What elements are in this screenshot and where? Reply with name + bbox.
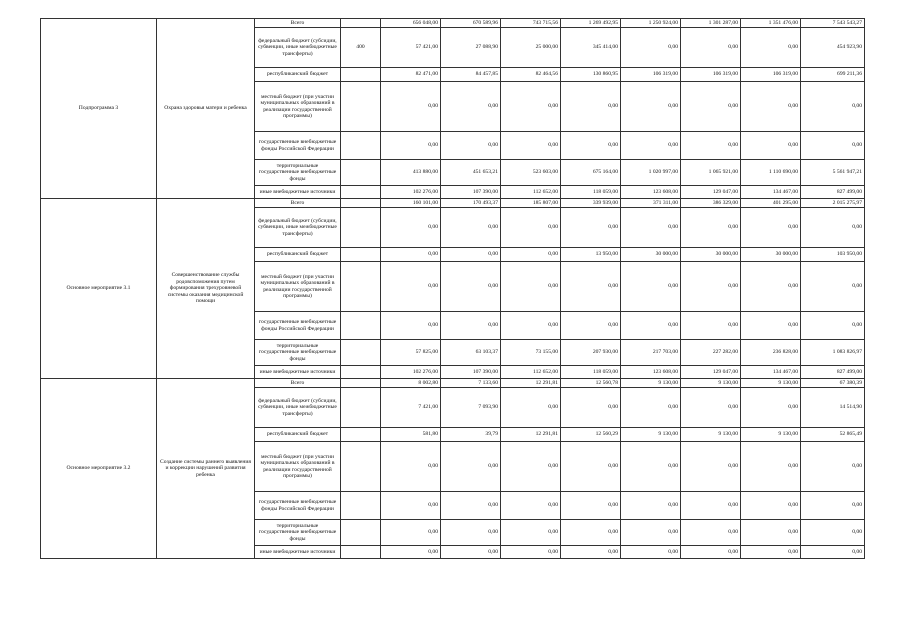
year-value: 451 653,21 bbox=[441, 160, 501, 186]
year-value: 227 282,00 bbox=[681, 340, 741, 366]
budget-code bbox=[341, 208, 381, 248]
funding-source: республиканский бюджет bbox=[255, 428, 341, 442]
funding-source: федеральный бюджет (субсидии, субвенции, иные межбюджетные трансферты) bbox=[255, 28, 341, 68]
year-value: 170 493,37 bbox=[441, 199, 501, 208]
year-value: 30 000,00 bbox=[621, 248, 681, 262]
year-value: 84 457,85 bbox=[441, 68, 501, 82]
year-value: 0,00 bbox=[681, 208, 741, 248]
year-value: 0,00 bbox=[621, 208, 681, 248]
year-value: 25 000,00 bbox=[501, 28, 561, 68]
year-value: 0,00 bbox=[441, 132, 501, 160]
total-value: 14 514,90 bbox=[801, 388, 865, 428]
year-value: 0,00 bbox=[741, 312, 801, 340]
year-value: 413 880,00 bbox=[381, 160, 441, 186]
year-value: 0,00 bbox=[381, 520, 441, 546]
year-value: 0,00 bbox=[441, 546, 501, 559]
year-value: 0,00 bbox=[381, 312, 441, 340]
year-value: 9 130,00 bbox=[741, 379, 801, 388]
funding-source: государственные внебюджетные фонды Российской Федерации bbox=[255, 492, 341, 520]
year-value: 0,00 bbox=[501, 442, 561, 492]
year-value: 217 703,00 bbox=[621, 340, 681, 366]
year-value: 134 467,00 bbox=[741, 186, 801, 199]
budget-code bbox=[341, 186, 381, 199]
year-value: 0,00 bbox=[621, 492, 681, 520]
section-title: Совершенствование службы родовспоможения путем формирования трехуровневой системы оказания медицинской помощи bbox=[157, 199, 255, 379]
year-value: 0,00 bbox=[621, 388, 681, 428]
total-value: 0,00 bbox=[801, 492, 865, 520]
budget-code bbox=[341, 428, 381, 442]
year-value: 12 560,78 bbox=[561, 379, 621, 388]
year-value: 0,00 bbox=[681, 262, 741, 312]
year-value: 185 807,00 bbox=[501, 199, 561, 208]
year-value: 0,00 bbox=[501, 492, 561, 520]
year-value: 0,00 bbox=[561, 492, 621, 520]
year-value: 106 319,00 bbox=[681, 68, 741, 82]
year-value: 0,00 bbox=[681, 442, 741, 492]
year-value: 0,00 bbox=[681, 82, 741, 132]
total-value: 67 380,39 bbox=[801, 379, 865, 388]
year-value: 0,00 bbox=[501, 520, 561, 546]
year-value: 7 421,00 bbox=[381, 388, 441, 428]
block-2-total-row bbox=[41, 199, 865, 208]
year-value: 0,00 bbox=[381, 208, 441, 248]
budget-code bbox=[341, 388, 381, 428]
year-value: 743 715,56 bbox=[501, 19, 561, 28]
year-value: 9 130,00 bbox=[741, 428, 801, 442]
year-value: 401 295,00 bbox=[741, 199, 801, 208]
budget-code bbox=[341, 379, 381, 388]
year-value: 0,00 bbox=[381, 492, 441, 520]
year-value: 0,00 bbox=[741, 262, 801, 312]
year-value: 73 155,00 bbox=[501, 340, 561, 366]
year-value: 0,00 bbox=[621, 262, 681, 312]
year-value: 0,00 bbox=[681, 520, 741, 546]
year-value: 0,00 bbox=[441, 248, 501, 262]
total-value: 454 923,90 bbox=[801, 28, 865, 68]
total-value: 0,00 bbox=[801, 312, 865, 340]
budget-code bbox=[341, 340, 381, 366]
year-value: 129 047,00 bbox=[681, 186, 741, 199]
funding-source: республиканский бюджет bbox=[255, 68, 341, 82]
block-3-total-row bbox=[41, 379, 865, 388]
funding-source: государственные внебюджетные фонды Российской Федерации bbox=[255, 312, 341, 340]
year-value: 0,00 bbox=[561, 312, 621, 340]
year-value: 0,00 bbox=[501, 82, 561, 132]
total-value: 0,00 bbox=[801, 546, 865, 559]
year-value: 0,00 bbox=[621, 520, 681, 546]
year-value: 0,00 bbox=[501, 312, 561, 340]
funding-source: Всего bbox=[255, 199, 341, 208]
year-value: 1 110 690,00 bbox=[741, 160, 801, 186]
year-value: 0,00 bbox=[621, 312, 681, 340]
year-value: 0,00 bbox=[741, 388, 801, 428]
total-value: 103 950,00 bbox=[801, 248, 865, 262]
year-value: 345 414,00 bbox=[561, 28, 621, 68]
year-value: 107 390,00 bbox=[441, 186, 501, 199]
year-value: 13 950,00 bbox=[561, 248, 621, 262]
total-value: 0,00 bbox=[801, 82, 865, 132]
year-value: 0,00 bbox=[621, 132, 681, 160]
year-value: 1 250 924,00 bbox=[621, 19, 681, 28]
year-value: 0,00 bbox=[501, 208, 561, 248]
budget-code bbox=[341, 366, 381, 379]
section-name: Основное мероприятие 3.2 bbox=[41, 379, 157, 559]
funding-source: государственные внебюджетные фонды Российской Федерации bbox=[255, 132, 341, 160]
funding-source: территориальные государственные внебюджетные фонды bbox=[255, 340, 341, 366]
funding-source: иные внебюджетные источники bbox=[255, 366, 341, 379]
year-value: 670 589,96 bbox=[441, 19, 501, 28]
year-value: 102 276,00 bbox=[381, 186, 441, 199]
year-value: 0,00 bbox=[621, 442, 681, 492]
year-value: 523 603,00 bbox=[501, 160, 561, 186]
year-value: 30 000,00 bbox=[681, 248, 741, 262]
year-value: 112 652,00 bbox=[501, 366, 561, 379]
year-value: 9 130,00 bbox=[681, 428, 741, 442]
year-value: 339 939,00 bbox=[561, 199, 621, 208]
budget-code bbox=[341, 199, 381, 208]
budget-code bbox=[341, 132, 381, 160]
year-value: 0,00 bbox=[741, 82, 801, 132]
year-value: 12 291,81 bbox=[501, 428, 561, 442]
budget-code bbox=[341, 262, 381, 312]
funding-source: Всего bbox=[255, 379, 341, 388]
section-title: Создание системы раннего выявления и коррекции нарушений развития ребенка bbox=[157, 379, 255, 559]
year-value: 0,00 bbox=[741, 492, 801, 520]
year-value: 0,00 bbox=[381, 248, 441, 262]
year-value: 0,00 bbox=[381, 442, 441, 492]
year-value: 57 421,00 bbox=[381, 28, 441, 68]
budget-table bbox=[40, 18, 865, 559]
total-value: 52 865,49 bbox=[801, 428, 865, 442]
year-value: 82 471,00 bbox=[381, 68, 441, 82]
year-value: 134 467,00 bbox=[741, 366, 801, 379]
total-value: 0,00 bbox=[801, 208, 865, 248]
year-value: 102 276,00 bbox=[381, 366, 441, 379]
year-value: 0,00 bbox=[441, 262, 501, 312]
year-value: 27 088,90 bbox=[441, 28, 501, 68]
year-value: 207 930,00 bbox=[561, 340, 621, 366]
funding-source: территориальные государственные внебюджетные фонды bbox=[255, 520, 341, 546]
budget-code bbox=[341, 248, 381, 262]
year-value: 1 301 287,00 bbox=[681, 19, 741, 28]
year-value: 0,00 bbox=[741, 28, 801, 68]
funding-source: местный бюджет (при участии муниципальных образований в реализации государственной программы) bbox=[255, 442, 341, 492]
funding-source: местный бюджет (при участии муниципальных образований в реализации государственной программы) bbox=[255, 82, 341, 132]
funding-source: территориальные государственные внебюджетные фонды bbox=[255, 160, 341, 186]
year-value: 0,00 bbox=[741, 132, 801, 160]
section-name: Основное мероприятие 3.1 bbox=[41, 199, 157, 379]
budget-code bbox=[341, 492, 381, 520]
year-value: 0,00 bbox=[681, 132, 741, 160]
year-value: 0,00 bbox=[561, 546, 621, 559]
section-name: Подпрограмма 3 bbox=[41, 19, 157, 199]
year-value: 118 059,00 bbox=[561, 186, 621, 199]
budget-code bbox=[341, 82, 381, 132]
year-value: 0,00 bbox=[621, 546, 681, 559]
year-value: 386 329,00 bbox=[681, 199, 741, 208]
funding-source: иные внебюджетные источники bbox=[255, 186, 341, 199]
year-value: 0,00 bbox=[561, 520, 621, 546]
year-value: 0,00 bbox=[741, 208, 801, 248]
year-value: 0,00 bbox=[501, 388, 561, 428]
year-value: 30 000,00 bbox=[741, 248, 801, 262]
year-value: 0,00 bbox=[681, 388, 741, 428]
year-value: 0,00 bbox=[741, 520, 801, 546]
year-value: 0,00 bbox=[681, 492, 741, 520]
year-value: 0,00 bbox=[381, 546, 441, 559]
year-value: 12 560,29 bbox=[561, 428, 621, 442]
total-value: 827 499,00 bbox=[801, 186, 865, 199]
year-value: 8 002,80 bbox=[381, 379, 441, 388]
total-value: 2 015 275,97 bbox=[801, 199, 865, 208]
year-value: 9 130,00 bbox=[621, 428, 681, 442]
year-value: 7 133,60 bbox=[441, 379, 501, 388]
year-value: 63 103,37 bbox=[441, 340, 501, 366]
budget-table-body bbox=[41, 19, 865, 559]
year-value: 0,00 bbox=[441, 520, 501, 546]
year-value: 129 047,00 bbox=[681, 366, 741, 379]
year-value: 0,00 bbox=[441, 82, 501, 132]
total-value: 0,00 bbox=[801, 520, 865, 546]
year-value: 106 319,00 bbox=[741, 68, 801, 82]
year-value: 39,79 bbox=[441, 428, 501, 442]
year-value: 0,00 bbox=[741, 442, 801, 492]
year-value: 57 825,00 bbox=[381, 340, 441, 366]
year-value: 123 608,00 bbox=[621, 366, 681, 379]
year-value: 9 130,00 bbox=[621, 379, 681, 388]
year-value: 0,00 bbox=[561, 262, 621, 312]
year-value: 0,00 bbox=[621, 28, 681, 68]
year-value: 0,00 bbox=[501, 262, 561, 312]
funding-source: местный бюджет (при участии муниципальных образований в реализации государственной программы) bbox=[255, 262, 341, 312]
budget-code bbox=[341, 19, 381, 28]
budget-code bbox=[341, 442, 381, 492]
total-value: 0,00 bbox=[801, 442, 865, 492]
total-value: 7 543 543,27 bbox=[801, 19, 865, 28]
budget-code bbox=[341, 520, 381, 546]
year-value: 581,80 bbox=[381, 428, 441, 442]
total-value: 5 561 947,21 bbox=[801, 160, 865, 186]
budget-code bbox=[341, 546, 381, 559]
funding-source: республиканский бюджет bbox=[255, 248, 341, 262]
year-value: 160 101,00 bbox=[381, 199, 441, 208]
year-value: 118 059,00 bbox=[561, 366, 621, 379]
year-value: 7 093,90 bbox=[441, 388, 501, 428]
block-1-total-row bbox=[41, 19, 865, 28]
year-value: 371 311,00 bbox=[621, 199, 681, 208]
year-value: 12 291,81 bbox=[501, 379, 561, 388]
year-value: 0,00 bbox=[501, 546, 561, 559]
budget-code bbox=[341, 312, 381, 340]
year-value: 130 860,95 bbox=[561, 68, 621, 82]
year-value: 0,00 bbox=[441, 312, 501, 340]
year-value: 1 269 492,95 bbox=[561, 19, 621, 28]
funding-source: иные внебюджетные источники bbox=[255, 546, 341, 559]
year-value: 0,00 bbox=[381, 132, 441, 160]
section-title: Охрана здоровья матери и ребенка bbox=[157, 19, 255, 199]
year-value: 0,00 bbox=[381, 262, 441, 312]
year-value: 0,00 bbox=[741, 546, 801, 559]
budget-code: 400 bbox=[341, 28, 381, 68]
year-value: 0,00 bbox=[681, 546, 741, 559]
year-value: 123 608,00 bbox=[621, 186, 681, 199]
year-value: 0,00 bbox=[561, 442, 621, 492]
total-value: 0,00 bbox=[801, 132, 865, 160]
year-value: 112 652,00 bbox=[501, 186, 561, 199]
year-value: 0,00 bbox=[681, 312, 741, 340]
year-value: 0,00 bbox=[381, 82, 441, 132]
funding-source: Всего bbox=[255, 19, 341, 28]
year-value: 0,00 bbox=[561, 388, 621, 428]
year-value: 0,00 bbox=[621, 82, 681, 132]
year-value: 656 048,00 bbox=[381, 19, 441, 28]
year-value: 1 065 921,00 bbox=[681, 160, 741, 186]
year-value: 106 319,00 bbox=[621, 68, 681, 82]
year-value: 1 020 997,00 bbox=[621, 160, 681, 186]
year-value: 0,00 bbox=[441, 442, 501, 492]
total-value: 1 083 826,97 bbox=[801, 340, 865, 366]
year-value: 0,00 bbox=[441, 208, 501, 248]
year-value: 0,00 bbox=[561, 132, 621, 160]
year-value: 0,00 bbox=[681, 28, 741, 68]
budget-code bbox=[341, 68, 381, 82]
year-value: 107 390,00 bbox=[441, 366, 501, 379]
year-value: 0,00 bbox=[501, 132, 561, 160]
year-value: 82 464,56 bbox=[501, 68, 561, 82]
year-value: 0,00 bbox=[441, 492, 501, 520]
year-value: 0,00 bbox=[561, 208, 621, 248]
total-value: 0,00 bbox=[801, 262, 865, 312]
budget-code bbox=[341, 160, 381, 186]
year-value: 0,00 bbox=[561, 82, 621, 132]
year-value: 675 164,00 bbox=[561, 160, 621, 186]
year-value: 1 351 476,00 bbox=[741, 19, 801, 28]
year-value: 9 130,00 bbox=[681, 379, 741, 388]
total-value: 827 499,00 bbox=[801, 366, 865, 379]
year-value: 0,00 bbox=[501, 248, 561, 262]
funding-source: федеральный бюджет (субсидии, субвенции, иные межбюджетные трансферты) bbox=[255, 208, 341, 248]
year-value: 236 828,00 bbox=[741, 340, 801, 366]
total-value: 699 211,36 bbox=[801, 68, 865, 82]
funding-source: федеральный бюджет (субсидии, субвенции, иные межбюджетные трансферты) bbox=[255, 388, 341, 428]
